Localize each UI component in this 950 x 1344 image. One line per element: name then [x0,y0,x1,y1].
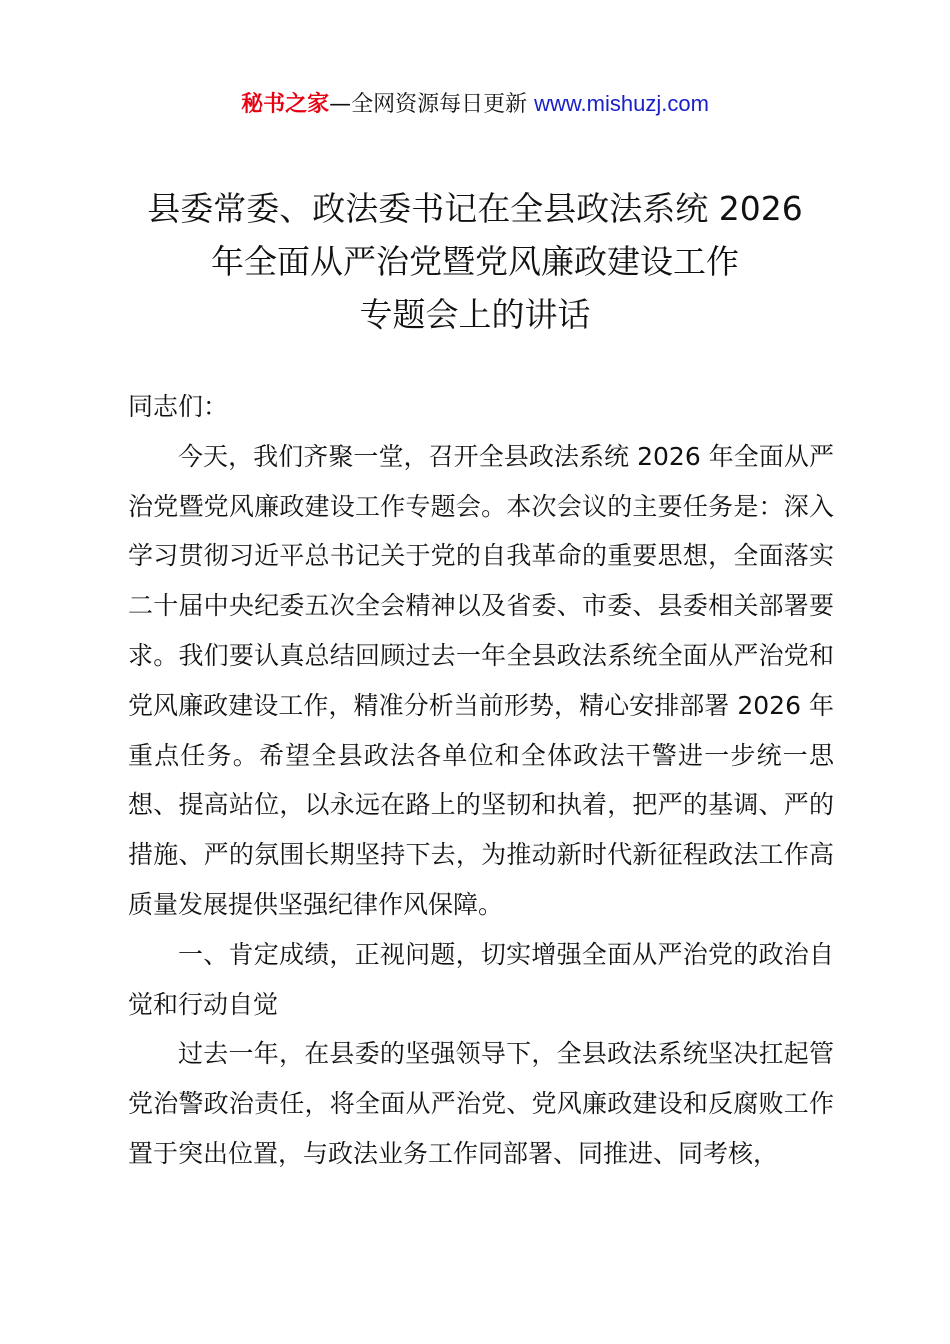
site-url-link[interactable]: www.mishuzj.com [534,91,709,116]
paragraph-achievements: 过去一年，在县委的坚强领导下，全县政法系统坚决扛起管党治警政治责任，将全面从严治党、党风廉政建设和反腐败工作置于突出位置，与政法业务工作同部署、同推进、同考核， [128,1039,834,1168]
title-line-2: 年全面从严治党暨党风廉政建设工作 [211,242,739,281]
title-line-3: 专题会上的讲话 [359,295,591,334]
site-header [0,88,950,121]
title-line-1: 县委常委、政法委书记在全县政法系统 2026 [147,189,803,228]
document-title [100,182,850,341]
salutation: 同志们： [128,392,229,421]
brand-name: 秘书之家 [241,92,330,117]
paragraph-intro: 今天，我们齐聚一堂，召开全县政法系统 2026 年全面从严治党暨党风廉政建设工作专题会。本次会议的主要任务是：深入学习贯彻习近平总书记关于党的自我革命的重要思想，全面落实二十届中央纪委五次全会精神以及省委、市委、县委相关部署要求。我们要认真总结回顾过去一年全县政法系统全面从严治党和党风廉政建设工作，精准分析当前形势，精心安排部署 2026 年重点任务。希望全县政法各单位和全体政法干警进一步统一思想、提高站位，以永远在路上的坚韧和执着，把严的基调、严的措施、严的氛围长期坚持下去，为推动新时代新征程政法工作高质量发展提供坚强纪律作风保障。 [128,441,834,919]
document-body [128,382,834,1179]
section-heading-1: 一、肯定成绩，正视问题，切实增强全面从严治党的政治自觉和行动自觉 [128,939,834,1019]
header-slogan: —全网资源每日更新 [329,92,535,117]
